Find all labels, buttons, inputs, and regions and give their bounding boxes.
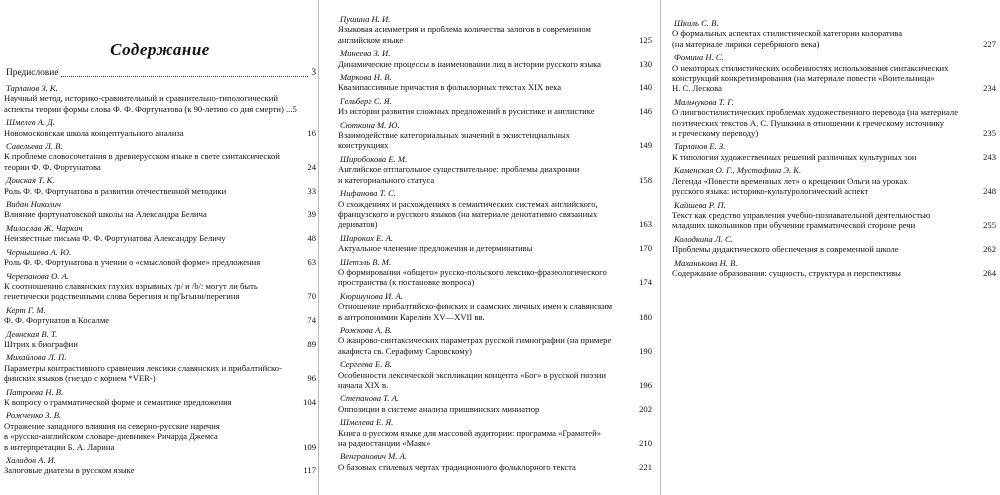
toc-entry-author: Колодкина Л. С. (674, 233, 733, 244)
toc-entry-page: 190 (639, 345, 652, 356)
toc-entry (672, 165, 996, 196)
toc-entry-title-line: начала XIX в. (338, 380, 389, 390)
toc-entry-page: 227 (983, 38, 996, 49)
toc-entry-title-line: Текст как средство управления учебно-познавательной деятельностью (672, 209, 931, 220)
preface-entry (6, 68, 316, 79)
toc-entry-title-line: и категориального статуса (338, 174, 435, 185)
toc-column-2 (318, 0, 656, 495)
toc-column-3 (664, 0, 1000, 495)
toc-entry-author: Милослав Ж. Чаркич (6, 222, 83, 233)
toc-entry-page: 174 (639, 277, 652, 288)
toc-entry-page: 170 (639, 243, 652, 254)
toc-entry-title-line: О жанрово-синтаксических параметрах русской гимнографии (на примере (338, 335, 612, 346)
toc-entry (4, 247, 316, 268)
toc-entry-author: Сергеева Е. В. (340, 359, 392, 370)
toc-entry-page: 109 (303, 441, 316, 452)
toc-entry-title-line: в «русско-английском словаре-дневнике» Ричарда Джемса (4, 431, 218, 442)
toc-entry-page: 70 (307, 291, 316, 302)
toc-entry-title-line: Влияние фортунатовской школы на Александра Белича (4, 209, 207, 220)
toc-entry-title-line: Залоговые диатезы в русском языке (4, 465, 135, 476)
toc-entry (4, 223, 316, 244)
toc-entry-page: 210 (639, 438, 652, 449)
toc-entry-author: Широких Е. А. (340, 232, 394, 243)
toc-entry-author: Широбокова Е. М. (340, 153, 408, 164)
toc-entry-author: Венгранович М. А. (340, 451, 407, 462)
toc-entry (338, 291, 652, 322)
toc-entry-title-line: Особенности лексической экспликации концепта «Бог» в русской поэзии (338, 369, 606, 380)
toc-entry-title-line: Языковая асимметрия и проблема количества залогов в современном (338, 24, 591, 35)
toc-entry (338, 233, 652, 254)
toc-entry-author: Рожченко З. В. (6, 410, 62, 421)
toc-entry (4, 141, 316, 172)
toc-entry-page: 248 (983, 186, 996, 197)
toc-entry (4, 352, 316, 383)
toc-entry-title-line: Неизвестные письма Ф. Ф. Фортунатова Александру Беличу (4, 233, 226, 244)
toc-entry-author: Степанова Т. А. (340, 393, 400, 404)
toc-entry (672, 258, 996, 279)
toc-entry (4, 455, 316, 476)
preface-title: Предисловие (6, 68, 59, 78)
toc-entry-title-line: Штрих к биографии (4, 338, 78, 349)
toc-entry-title-line: Оппозиции в системе анализа пришвинских миниатюр (338, 403, 540, 414)
toc-entry-title-line: Взаимодействие категориальных значений в экзистенциальных (338, 130, 571, 141)
contents-heading: Содержание (110, 40, 210, 59)
toc-entry-title-line: Параметры контрастивного сравнения лексики славянских и прибалтийско- (4, 362, 282, 373)
toc-entry-title-line: теории Ф. Ф. Фортунатова (4, 161, 101, 172)
toc-entry-title-line: О лингвостилистических проблемах художественного перевода (на материале (672, 107, 959, 118)
toc-entry-title-line: Отношение прибалтийско-финских и саамских личных имен к славянским (338, 301, 613, 312)
toc-entry-title-line: поэтических текстов А. С. Пушкина в отношении к греческому источнику (672, 117, 944, 128)
toc-entry-author: Шмелев А. Д. (6, 117, 55, 128)
toc-entry (672, 52, 996, 94)
toc-entry-page: 180 (639, 311, 652, 322)
toc-entry-author: Мальчукова Т. Г. (674, 96, 734, 107)
toc-entry (338, 72, 652, 93)
toc-entry (672, 200, 996, 231)
toc-entry-title-line: Ф. Ф. Фортунатов в Косалме (4, 315, 110, 326)
toc-entry (4, 271, 316, 302)
toc-entry-title-line: дериватов) (338, 219, 378, 230)
toc-entry-page: 264 (983, 267, 996, 278)
toc-entry-author: Кюршунова И. А. (340, 290, 403, 301)
toc-entry-author: Керт Г. М. (6, 304, 46, 315)
toc-entry-title-line: Роль Ф. Ф. Фортунатова в учении о «смысловой форме» предложения (4, 257, 261, 268)
toc-entry-page: 235 (983, 128, 996, 139)
toc-entry-title-line: К проблеме словосочетания в древнерусском языке в свете синтаксической (4, 151, 280, 162)
toc-entry (4, 175, 316, 196)
toc-entry-title-line: К вопросу о грамматической форме и семантике предложения (4, 396, 232, 407)
toc-entry-page: 117 (303, 465, 316, 476)
toc-entry (338, 154, 652, 185)
toc-entry-author: Каменская О. Г., Мустафина Э. К. (674, 165, 802, 176)
toc-entry-author: Халидов А. И. (6, 455, 57, 465)
toc-entry-page: 255 (983, 220, 996, 231)
toc-entry (338, 417, 652, 448)
toc-entry-title-line: на радиостанции «Маяк» (338, 438, 431, 449)
toc-entry (338, 96, 652, 117)
toc-entry-page: 140 (639, 82, 652, 93)
toc-entry-author: Шетэль В. М. (340, 256, 392, 267)
toc-entry-author: Нифанова Т. С. (340, 188, 396, 199)
toc-entry-title-line: Научный метод, историко-сравнительный и сравнительно-типологический (4, 93, 279, 104)
toc-entry-title-line: французского и русского языков (на материале денотативно связанных (338, 208, 598, 219)
toc-entry-title-line: в антропонимии Карелии XV—XVII вв. (338, 311, 485, 322)
toc-entry-author: Михайлова Л. П. (6, 352, 67, 363)
toc-entry (4, 117, 316, 138)
toc-entry-title-line: (на материале лирики серебряного века) (672, 38, 820, 49)
toc-entry-author: Гельберг С. Я. (340, 95, 392, 106)
toc-entry-title-line: О схождениях и расхождениях в семантических системах английского, (338, 198, 598, 209)
toc-entry-title-line: финских языков (гнездо с корнем *VER-) (4, 373, 156, 384)
toc-entry-page: 234 (983, 83, 996, 94)
toc-entry-author: Чернышева А. Ю. (6, 246, 72, 257)
toc-entry-title-line: аспекты теории формы слова Ф. Ф. Фортунатова (к 90-летию со дня смерти) ...5 (4, 103, 297, 114)
toc-entry-title-line: в интерпретации Б. А. Ларина (4, 441, 115, 452)
toc-entry (338, 257, 652, 288)
toc-entry-author: Шкиль С. В. (674, 18, 719, 28)
toc-entry-page: 63 (307, 257, 316, 268)
toc-entry-page: 149 (639, 140, 652, 151)
toc-entry (672, 97, 996, 139)
toc-entry-author: Савельева Л. В. (6, 141, 63, 152)
toc-entry-title-line: генетически родственными слова берегиня и прЪгыни/перегиня (4, 291, 240, 302)
toc-column-1 (0, 0, 322, 495)
toc-entry-title-line: пространства (к постановке вопроса) (338, 277, 475, 288)
toc-entry-title-line: О некоторых стилистических особенностях использования синтаксических (672, 62, 949, 73)
toc-entry-title-line: Актуальное членение предложения и детерминативы (338, 243, 533, 254)
toc-entry (4, 83, 316, 114)
toc-entry-title-line: Динамические процессы в наименовании лиц в истории русского языка (338, 58, 601, 69)
toc-entry (672, 18, 996, 49)
toc-entry-author: Маркова Н. В. (340, 72, 392, 83)
toc-entry-author: Шмелева Е. Я. (340, 417, 394, 428)
toc-entry-author: Черепанова О. А. (6, 270, 70, 281)
toc-entry-page: 221 (639, 461, 652, 472)
toc-entry (4, 199, 316, 220)
toc-entry-page: 96 (307, 373, 316, 384)
toc-entry (672, 234, 996, 255)
toc-entry-title-line: русского языка: историко-культурологический аспект (672, 186, 869, 197)
toc-entry-title-line: Квазипассивные причастия в фольклорных текстах XIX века (338, 82, 562, 93)
toc-entry-author: Сюткина М. Ю. (340, 119, 400, 130)
toc-entry (672, 141, 996, 162)
dot-leader (61, 76, 308, 77)
toc-entry-title-line: Отражение западного влияния на северно-русские наречия (4, 420, 220, 431)
toc-entry-author: Видан Николич (6, 199, 62, 210)
toc-entry-page: 48 (307, 233, 316, 244)
toc-entry (338, 120, 652, 151)
toc-entry-title-line: Н. С. Лескова (672, 83, 722, 94)
toc-entry-page: 158 (639, 174, 652, 185)
toc-entry-page: 163 (639, 219, 652, 230)
toc-entry-title-line: О базовых стилевых чертах традиционного фольклорного текста (338, 461, 576, 472)
toc-entry-page: 74 (307, 315, 316, 326)
toc-entry-author: Пушина Н. И. (340, 14, 391, 24)
toc-entry-author: Рожкова А. В. (340, 324, 393, 335)
toc-entry (338, 325, 652, 356)
toc-entry-page: 125 (639, 34, 652, 45)
toc-entry (4, 410, 316, 452)
toc-entry-page: 39 (307, 209, 316, 220)
toc-entry-title-line: младших школьников при обучении грамматической стороне речи (672, 220, 916, 231)
toc-entry (338, 359, 652, 390)
toc-entry-author: Девнская В. Т. (6, 328, 58, 339)
toc-entry-page: 16 (307, 127, 316, 138)
toc-entry-title-line: Английское отглагольное существительное: проблемы диахронии (338, 164, 580, 175)
toc-entry-page: 33 (307, 185, 316, 196)
toc-entry-page: 202 (639, 403, 652, 414)
toc-entry-title-line: и греческому переводу) (672, 128, 759, 139)
toc-entry-title-line: Новомосковская школа концептуального анализа (4, 127, 184, 138)
preface-page: 3 (311, 68, 316, 78)
toc-entry-author: Патроева Н. В. (6, 386, 64, 397)
toc-entry-page: 89 (307, 338, 316, 349)
toc-entry-title-line: конструкциях (338, 140, 389, 151)
toc-entry-title-line: Роль Ф. Ф. Фортунатова в развитии отечественной методики (4, 185, 227, 196)
toc-entry-author: Фомина Н. С. (674, 52, 724, 63)
toc-entry-title-line: О формальных аспектах стилистической категории колоратива (672, 28, 903, 39)
toc-entry-page: 243 (983, 151, 996, 162)
toc-entry-page: 24 (307, 161, 316, 172)
toc-entry (338, 48, 652, 69)
toc-entry (4, 329, 316, 350)
toc-entry-title-line: Содержание образования: сущность, структура и перспективы (672, 267, 901, 278)
toc-entry (4, 305, 316, 326)
toc-entry (338, 14, 652, 45)
toc-entry (338, 451, 652, 472)
toc-entry-title-line: К типологии художественных решений различных культурных зон (672, 151, 917, 162)
toc-entry-title-line: Легенда «Повести временных лет» о крещении Ольги на уроках (672, 175, 908, 186)
toc-entry (338, 393, 652, 414)
toc-entry (4, 387, 316, 408)
toc-entry (338, 188, 652, 230)
toc-entry-title-line: конструкций конкретизирования (на материале повести «Воительница» (672, 73, 935, 84)
toc-entry-author: Тарланов З. К. (6, 83, 58, 93)
toc-entry-page: 146 (639, 106, 652, 117)
toc-entry-title-line: английском языке (338, 34, 404, 45)
toc-entry-title-line: Книга о русском языке для массовой аудитории: программа «Грамотей» (338, 427, 602, 438)
toc-entry-title-line: О формировании «общего» русско-польского лексико-фразеологического (338, 266, 607, 277)
toc-entry-page: 196 (639, 380, 652, 390)
toc-entry-author: Донская Т. К. (6, 175, 55, 186)
toc-entry-page: 130 (639, 58, 652, 69)
column-divider (660, 0, 661, 495)
toc-entry-author: Тарланов Е. З. (674, 141, 726, 152)
toc-entry-author: Маханькова Н. В. (674, 257, 738, 268)
toc-entry-author: Минеева З. И. (340, 48, 391, 59)
toc-entry-title-line: Проблемы дидактического обеспечения в современной школе (672, 244, 899, 255)
toc-entry-author: Кайшева Р. П. (674, 199, 726, 210)
toc-entry-title-line: К соотношению славянских глухих взрывных /p/ и /b/: могут ли быть (4, 280, 258, 291)
toc-entry-page: 262 (983, 244, 996, 255)
toc-entry-title-line: акафиста св. Серафиму Саровскому) (338, 345, 472, 356)
toc-entry-page: 104 (303, 396, 316, 407)
toc-entry-title-line: Из истории развития сложных предложений в русистике и англистике (338, 106, 595, 117)
